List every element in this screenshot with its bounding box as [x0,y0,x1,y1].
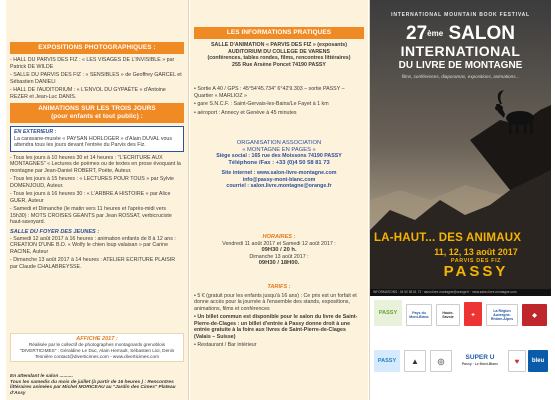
animation-item: - Tous les jours à 10 heures 30 et 14 heures : "L'ECRITURE AUX MONTAGNES" « Lectures de poèmes ou de textes en prose évoquant la montagne par Jean-Daniel ROBERT, Poète, Auteur. [10,154,181,174]
bleu-logo: bleu [528,350,548,372]
edition-number: 27 [406,23,428,44]
expo-section [10,42,184,102]
info-header: LES INFORMATIONS PRATIQUES [194,27,364,39]
animation-item: - Tous les jours à 15 heures : « LECTURES POUR TOUS » par Sylvie DOMENJOUD, Auteur. [10,176,174,189]
horaires-title: HORAIRES : [262,234,296,240]
address-line: 255 Rue Arsène Poncet 74190 PASSY [232,61,326,68]
site-link[interactable]: Site internet : www.salon-livre-montagne.com [221,170,337,176]
horaires-line: 09H30 / 20 h. [261,247,297,253]
attendant-title: En attendant le salon .......... [10,374,73,379]
livre-title: DU LIVRE DE MONTAGNE [398,60,523,71]
edition-suffix: ème [427,29,444,38]
animations-header [10,103,184,123]
org-siege: Siège social : 165 rue des Moissons 74190 PASSY [216,153,342,159]
animations-header-line2: (pour enfants et tout public) : [51,113,143,120]
access-list [194,86,364,118]
super-u-sub: Passy · Le Mont-Blanc [461,362,499,366]
organisation-block [194,140,364,190]
festival-name: INTERNATIONAL MOUNTAIN BOOK FESTIVAL [391,12,530,18]
courriel-link[interactable]: courriel : salon.livre.montagne@orange.fr [226,183,332,189]
tarif-item: • 5 € (gratuit pour les enfants jusqu'à 16 ans) : Ce prix est un forfait et donne accès pour la journée à l'ensemble des stands, expositions, animations, films et conférences [194,292,357,312]
access-item: • Sortie A 40 / GPS : 45°54'45.734" 6°42'9.303 – sortie PASSY – Quartier « MARLIOZ » [194,86,345,99]
super-u-logo [456,350,504,372]
sponsor-red-logo: ◆ [522,304,547,326]
animations-header-line1: ANIMATIONS SUR LES TROIS JOURS [38,105,156,112]
expo-item: - HALL DU PARVIS DES FIZ : « LES VISAGES DE L'INVISIBLE » par Patrick DE WILDE [10,57,175,70]
info-strip: INFORMATIONS : 04 50 58 81 73 · salon.livre.montagne@orange.fr · www.salon-livre-montagne.com [370,289,551,296]
passy-logo: PASSY [374,300,402,326]
expo-header: EXPOSITIONS PHOTOGRAPHIQUES : [10,42,184,54]
animation-item: - Tous les jours à 16 heures 30 : « L'ARBRE A HISTOIRE » par Alice GUER, Auteur [10,191,171,204]
access-item: • aéroport : Annecy et Genève à 45 minutes [194,109,297,116]
passy-tourisme-logo: PASSY [374,350,400,372]
foyer-title: SALLE DU FOYER DES JEUNES : [10,228,100,235]
animations-section [10,103,184,272]
expo-item: - HALL DE l'AUDITORIUM : « L'ENVOL DU GYPAÈTE » d'Antoine REZER et Jean-Luc DANIS. [10,87,166,100]
event-city: PASSY [443,263,509,280]
info-section [194,27,364,68]
affiche-box [10,333,184,362]
heart-logo-icon: ♥ [508,350,526,372]
access-item: • gare S.N.C.F. : Saint-Gervais-les-Bains/Le Fayet à 1 km [194,101,329,107]
horaires-block [194,234,364,267]
circle-logo-icon: ◎ [430,350,452,372]
address-block [194,42,364,68]
org-title2: « MONTAGNE EN PAGES » [242,146,316,153]
coat-of-arms-icon: ✚ [464,302,482,326]
sponsor-logos [370,296,551,400]
poster-subtitle: films, conférences, diaporamas, expositions, animations... [401,74,520,79]
address-line: AUDITORIUM DU COLLEGE DE VARENS [228,48,330,55]
tarifs-title: TARIFS : [267,284,291,290]
mont-blanc-logo: Pays du Mont-Blanc [406,304,432,326]
address-line: (conférences, tables rondes, films, rencontres littéraires) [207,55,351,61]
foyer-list [10,236,184,271]
exterieur-box [10,126,184,152]
animation-item: - Samedi et Dimanche (le matin vers 11 heures et l'après-midi vers 15h30) : MOTS CROISES GEANTS par Jean ROSSAT, verbicruciste haut-savoyard. [10,206,172,225]
horaires-line: 09H30 / 18H00. [258,260,300,266]
exterieur-title: EN EXTERIEUR : [14,129,57,135]
region-logo: La Région Auvergne-Rhône-Alpes [486,304,518,326]
animations-list [10,155,184,226]
affiche-title: AFFICHE 2017 : [76,336,118,342]
tarifs-block [194,284,364,351]
fold-line [188,0,189,400]
attendant-section [10,374,184,396]
expo-list [10,57,184,100]
org-tel: Téléphone /Fax : +33 (0)4 50 58 81 73 [228,159,330,166]
exterieur-text: La caravane-musée « PAYSAN HORLOGER » d'Alain DUVAL vous attendra tous les jours devant l'entrée du Parvis des Fiz. [14,135,173,148]
mountain-logo-icon: ▲ [404,350,426,372]
org-title1: ORGANISATION ASSOCIATION [236,140,322,146]
horaires-line: Vendredi 11 août 2017 et Samedi 12 août 2017 : [222,240,336,247]
foyer-item: - Dimanche 13 août 2017 à 14 heures : ATELIER ECRITURE PLAISIR par Claude CHALABREYSSE. [10,257,176,270]
middle-panel [190,0,368,400]
foyer-item: - Samedi 12 août 2017 à 16 heures : animation enfants de 8 à 12 ans : CREATION D'UNE B.D. « Wolfy le chien loup valaisan » par Carine RACINE, Auteur [10,235,176,255]
tarif-item: • Restaurant / Bar intérieur [194,342,257,348]
expo-item: - SALLE DU PARVIS DES FIZ : « SENSIBLES » de Geoffrey GARCEL et Sébastien DANIELI [10,72,182,85]
poster-image [370,0,551,290]
address-line: SALLE D'ANIMATION « PARVIS DES FIZ » (exposants) [210,42,348,48]
affiche-text: Réalisée par le collectif de photographes montagnards grenoblois "DIVERTICIMES" : Géraldine Le Duc, Alain Herrault, Sébastien Lioi, Denis Tesnière contact@diverticimes.com - www.diverticimes.com [19,342,175,359]
horaires-line: Dimanche 13 août 2017 : [249,253,309,260]
email-link[interactable]: info@passy-mont-blanc.com [242,176,316,183]
event-venue: PARVIS DES FIZ [450,258,502,264]
event-dates: 11, 12, 13 août 2017 [434,247,518,257]
theme-title: LA-HAUT... DES ANIMAUX [374,232,522,244]
poster-panel [370,0,551,400]
tarif-item: • Un billet commun est disponible pour le salon du livre de Saint-Pierre-de-Clages : un billet d'entrée à Passy donne droit à une entrée gratuite à la foire aux livres de Saint-Pierre-de-Clages (Valais – Suisse) [194,314,358,340]
super-u-name: SUPER U [465,354,495,361]
edition-title [370,24,551,43]
salon-word: SALON [443,23,515,44]
haute-savoie-logo: Haute-Savoie [436,304,460,326]
left-panel [6,0,188,400]
international-title: INTERNATIONAL [400,43,521,59]
attendant-text: Tous les samedis du mois de juillet (à partir de 16 heures ) : Rencontres littéraires animées par Michel MORICEAU au "Jardin des Cimes" Plateau d'Assy [10,379,176,396]
